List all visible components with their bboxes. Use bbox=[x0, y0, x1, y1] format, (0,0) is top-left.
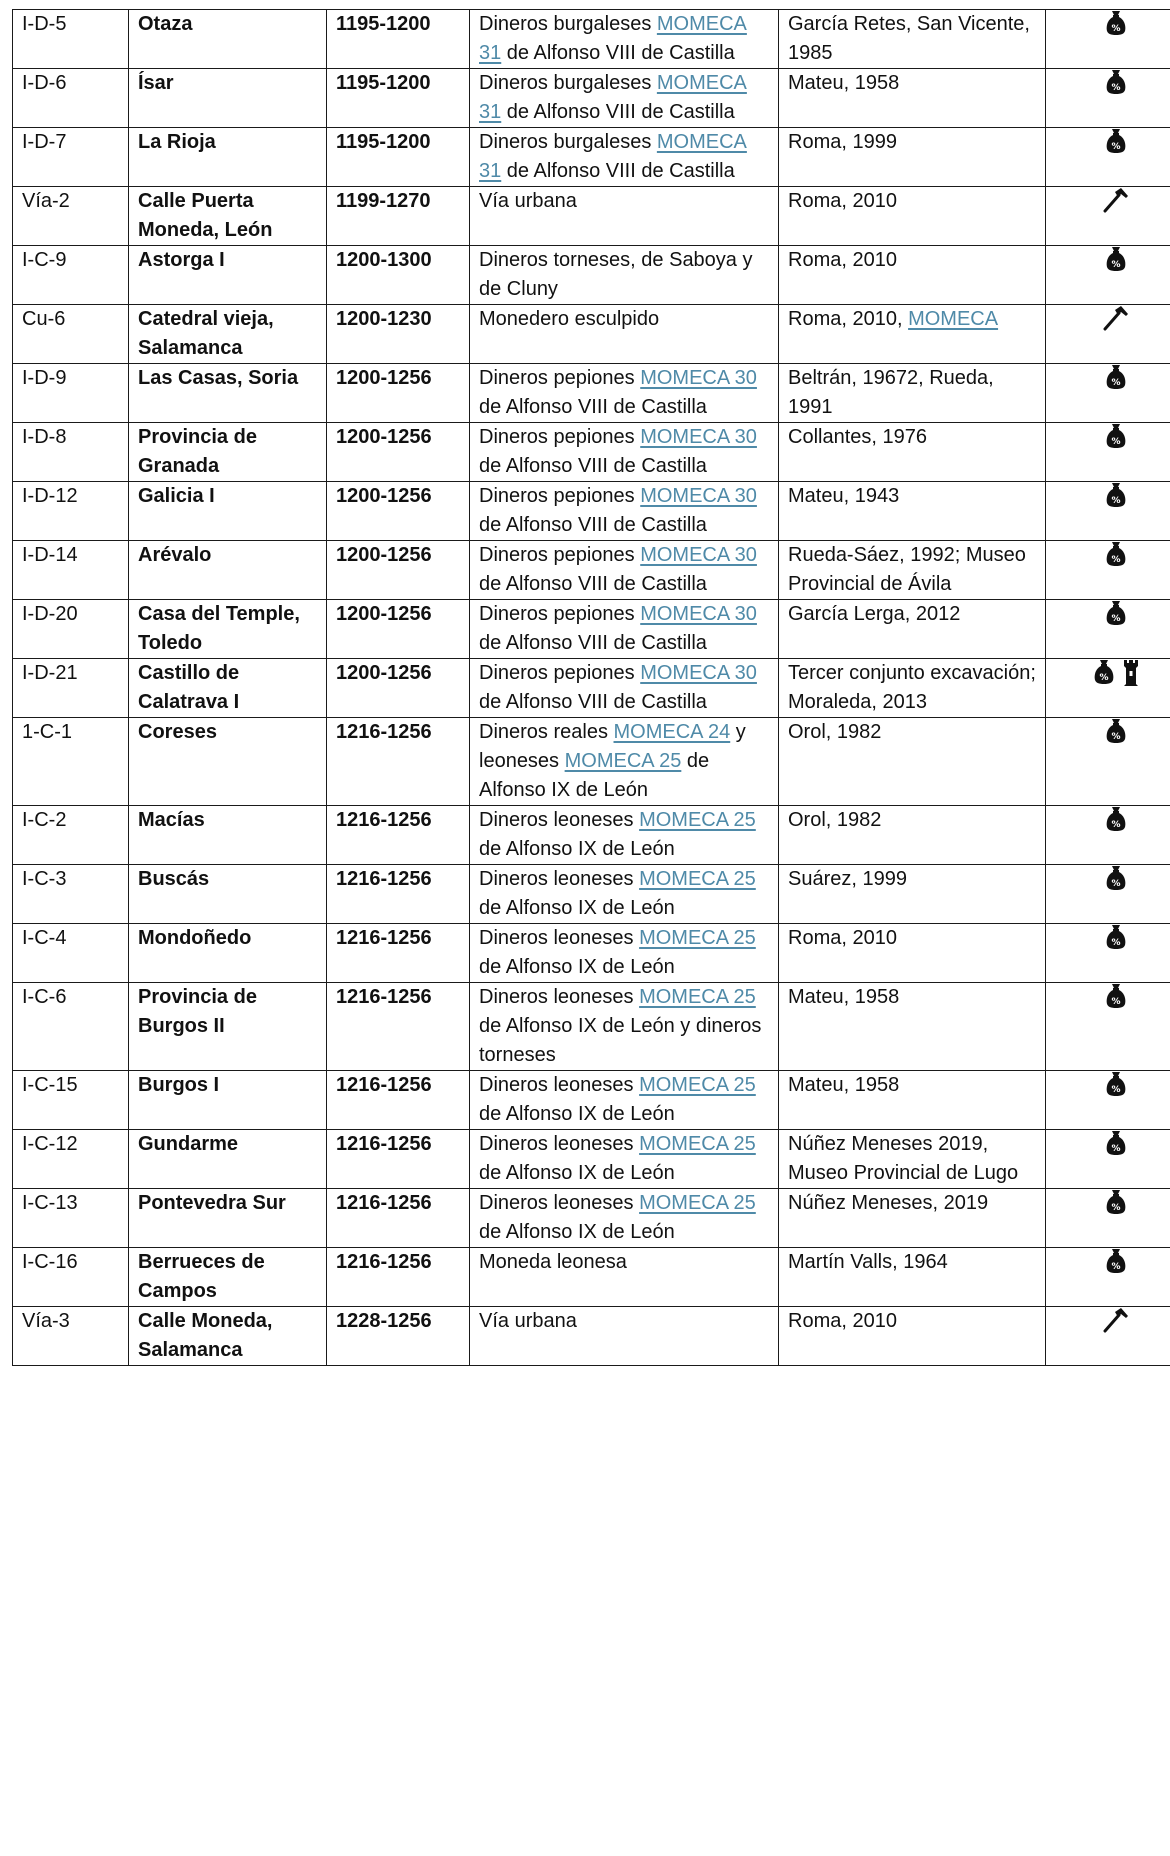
money-bag-icon bbox=[1105, 865, 1127, 900]
hammer-icon bbox=[1101, 1307, 1131, 1342]
site-name: Burgos I bbox=[129, 1071, 327, 1130]
description-text: de Alfonso IX de León bbox=[479, 956, 675, 978]
type-icon-cell bbox=[1046, 246, 1170, 305]
money-bag-icon bbox=[1105, 806, 1127, 841]
description-text: de Alfonso VIII de Castilla bbox=[479, 514, 707, 536]
reference-cell bbox=[779, 423, 1046, 482]
description-cell bbox=[470, 1248, 779, 1307]
reference-cell bbox=[779, 600, 1046, 659]
table-row bbox=[13, 541, 1170, 600]
date-range: 1216-1256 bbox=[327, 865, 470, 924]
type-icon-cell bbox=[1046, 541, 1170, 600]
description-cell bbox=[470, 246, 779, 305]
reference-text: Roma, 2010 bbox=[788, 1310, 897, 1332]
description-text: Dineros leoneses bbox=[479, 1192, 640, 1214]
reference-text: Martín Valls, 1964 bbox=[788, 1251, 948, 1273]
reference-cell bbox=[779, 1307, 1046, 1366]
description-text: Dineros pepiones bbox=[479, 662, 641, 684]
reference-text: García Retes, San Vicente, 1985 bbox=[788, 13, 1030, 64]
type-icon-cell bbox=[1046, 1071, 1170, 1130]
money-bag-icon bbox=[1105, 69, 1127, 104]
type-icon-cell bbox=[1046, 1130, 1170, 1189]
reference-cell bbox=[779, 806, 1046, 865]
reference-cell bbox=[779, 187, 1046, 246]
type-icon-cell bbox=[1046, 600, 1170, 659]
svg-text:%: % bbox=[1111, 1203, 1121, 1213]
site-name: Calle Puerta Moneda, León bbox=[129, 187, 327, 246]
momeca-link[interactable]: MOMECA 25 bbox=[639, 927, 756, 949]
find-code: I-C-13 bbox=[13, 1189, 129, 1248]
svg-text:%: % bbox=[1111, 614, 1121, 624]
description-text: de Alfonso VIII de Castilla bbox=[501, 101, 735, 123]
site-name: Mondoñedo bbox=[129, 924, 327, 983]
svg-text:%: % bbox=[1111, 555, 1121, 565]
site-name: Berrueces de Campos bbox=[129, 1248, 327, 1307]
money-bag-icon bbox=[1093, 659, 1115, 694]
type-icon-cell bbox=[1046, 69, 1170, 128]
description-cell bbox=[470, 924, 779, 983]
coin-finds-table bbox=[12, 9, 1170, 1366]
description-text: de Alfonso VIII de Castilla bbox=[501, 160, 735, 182]
description-cell bbox=[470, 718, 779, 806]
reference-text: Núñez Meneses, 2019 bbox=[788, 1192, 989, 1214]
find-code: I-D-9 bbox=[13, 364, 129, 423]
site-name: Castillo de Calatrava I bbox=[129, 659, 327, 718]
find-code: Vía-2 bbox=[13, 187, 129, 246]
date-range: 1216-1256 bbox=[327, 1071, 470, 1130]
description-cell bbox=[470, 1071, 779, 1130]
momeca-link[interactable]: MOMECA 30 bbox=[640, 662, 757, 684]
svg-text:%: % bbox=[1111, 1085, 1121, 1095]
description-cell bbox=[470, 364, 779, 423]
table-row bbox=[13, 1130, 1170, 1189]
type-icon-cell bbox=[1046, 10, 1170, 69]
find-code: I-C-12 bbox=[13, 1130, 129, 1189]
date-range: 1195-1200 bbox=[327, 10, 470, 69]
reference-text: Rueda-Sáez, 1992; Museo Provincial de Ávila bbox=[788, 544, 1026, 595]
type-icon-cell bbox=[1046, 423, 1170, 482]
momeca-link[interactable]: MOMECA 25 bbox=[639, 1074, 756, 1096]
find-code: Cu-6 bbox=[13, 305, 129, 364]
description-text: Dineros leoneses bbox=[479, 986, 640, 1008]
reference-cell bbox=[779, 305, 1046, 364]
type-icon-cell bbox=[1046, 1189, 1170, 1248]
find-code: 1-C-1 bbox=[13, 718, 129, 806]
reference-cell bbox=[779, 482, 1046, 541]
find-code: I-D-6 bbox=[13, 69, 129, 128]
description-text: Dineros burgaleses bbox=[479, 131, 657, 153]
table-row bbox=[13, 187, 1170, 246]
table-row bbox=[13, 1071, 1170, 1130]
table-row bbox=[13, 10, 1170, 69]
date-range: 1200-1256 bbox=[327, 541, 470, 600]
table-row bbox=[13, 423, 1170, 482]
site-name: Macías bbox=[129, 806, 327, 865]
type-icon-cell bbox=[1046, 187, 1170, 246]
table-row bbox=[13, 718, 1170, 806]
table-row bbox=[13, 865, 1170, 924]
type-icon-cell bbox=[1046, 806, 1170, 865]
money-bag-icon bbox=[1105, 1248, 1127, 1283]
site-name: Galicia I bbox=[129, 482, 327, 541]
reference-text: Roma, 2010 bbox=[788, 190, 897, 212]
description-text: Dineros pepiones bbox=[479, 603, 641, 625]
description-cell bbox=[470, 865, 779, 924]
site-name: Provincia de Burgos II bbox=[129, 983, 327, 1071]
description-text: Dineros pepiones bbox=[479, 367, 641, 389]
site-name: Las Casas, Soria bbox=[129, 364, 327, 423]
svg-text:%: % bbox=[1111, 1262, 1121, 1272]
reference-cell bbox=[779, 1071, 1046, 1130]
site-name: Catedral vieja, Salamanca bbox=[129, 305, 327, 364]
reference-text: Roma, 2010, bbox=[788, 308, 909, 330]
description-text: Vía urbana bbox=[479, 1310, 577, 1332]
type-icon-cell bbox=[1046, 659, 1170, 718]
find-code: I-D-12 bbox=[13, 482, 129, 541]
find-code: I-C-15 bbox=[13, 1071, 129, 1130]
momeca-link[interactable]: MOMECA 25 bbox=[639, 986, 756, 1008]
svg-text:%: % bbox=[1111, 732, 1121, 742]
find-code: I-C-3 bbox=[13, 865, 129, 924]
momeca-link[interactable]: MOMECA 31 bbox=[479, 72, 747, 123]
type-icon-cell bbox=[1046, 364, 1170, 423]
description-text: de Alfonso VIII de Castilla bbox=[479, 573, 707, 595]
description-text: Dineros burgaleses bbox=[479, 72, 657, 94]
description-text: de Alfonso IX de León bbox=[479, 1103, 675, 1125]
date-range: 1200-1256 bbox=[327, 423, 470, 482]
type-icon-cell bbox=[1046, 718, 1170, 806]
type-icon-cell bbox=[1046, 1307, 1170, 1366]
reference-cell bbox=[779, 246, 1046, 305]
svg-text:%: % bbox=[1111, 378, 1121, 388]
money-bag-icon bbox=[1105, 983, 1127, 1018]
reference-cell bbox=[779, 69, 1046, 128]
svg-text:%: % bbox=[1111, 83, 1121, 93]
momeca-link[interactable]: MOMECA 30 bbox=[640, 485, 757, 507]
find-code: I-D-7 bbox=[13, 128, 129, 187]
type-icon-cell bbox=[1046, 865, 1170, 924]
svg-text:%: % bbox=[1111, 820, 1121, 830]
type-icon-cell bbox=[1046, 1248, 1170, 1307]
momeca-link[interactable]: MOMECA 25 bbox=[639, 868, 756, 890]
reference-text: Núñez Meneses 2019, Museo Provincial de Lugo bbox=[788, 1133, 1019, 1184]
table-row bbox=[13, 246, 1170, 305]
momeca-link[interactable]: MOMECA 30 bbox=[640, 367, 757, 389]
description-text: Dineros pepiones bbox=[479, 485, 641, 507]
reference-text: García Lerga, 2012 bbox=[788, 603, 961, 625]
money-bag-icon bbox=[1105, 364, 1127, 399]
site-name: Astorga I bbox=[129, 246, 327, 305]
reference-text: Mateu, 1943 bbox=[788, 485, 900, 507]
date-range: 1216-1256 bbox=[327, 806, 470, 865]
money-bag-icon bbox=[1105, 246, 1127, 281]
description-cell bbox=[470, 187, 779, 246]
description-text: de Alfonso VIII de Castilla bbox=[479, 396, 707, 418]
money-bag-icon bbox=[1105, 1071, 1127, 1106]
type-icon-cell bbox=[1046, 305, 1170, 364]
site-name: Casa del Temple, Toledo bbox=[129, 600, 327, 659]
description-text: Dineros reales bbox=[479, 721, 614, 743]
description-text: de Alfonso IX de León y dineros torneses bbox=[479, 1015, 762, 1066]
reference-text: Beltrán, 19672, Rueda, 1991 bbox=[788, 367, 994, 418]
site-name: Pontevedra Sur bbox=[129, 1189, 327, 1248]
momeca-link[interactable]: MOMECA 25 bbox=[639, 1133, 756, 1155]
find-code: I-D-5 bbox=[13, 10, 129, 69]
find-code: I-D-21 bbox=[13, 659, 129, 718]
table-row bbox=[13, 128, 1170, 187]
reference-cell bbox=[779, 541, 1046, 600]
reference-text: Mateu, 1958 bbox=[788, 1074, 900, 1096]
table-row bbox=[13, 69, 1170, 128]
reference-text: Roma, 2010 bbox=[788, 249, 897, 271]
site-name: La Rioja bbox=[129, 128, 327, 187]
date-range: 1195-1200 bbox=[327, 128, 470, 187]
find-code: I-C-9 bbox=[13, 246, 129, 305]
description-cell bbox=[470, 423, 779, 482]
reference-text: Orol, 1982 bbox=[788, 721, 882, 743]
table-row bbox=[13, 659, 1170, 718]
money-bag-icon bbox=[1105, 482, 1127, 517]
momeca-link[interactable]: MOMECA 24 bbox=[613, 721, 731, 743]
table-row bbox=[13, 482, 1170, 541]
find-code: I-D-20 bbox=[13, 600, 129, 659]
table-row bbox=[13, 1307, 1170, 1366]
money-bag-icon bbox=[1105, 10, 1127, 45]
description-text: de Alfonso IX de León bbox=[479, 750, 710, 801]
description-cell bbox=[470, 1189, 779, 1248]
table-row bbox=[13, 600, 1170, 659]
description-cell bbox=[470, 983, 779, 1071]
description-text: de Alfonso IX de León bbox=[479, 838, 675, 860]
date-range: 1200-1256 bbox=[327, 364, 470, 423]
momeca-link[interactable]: MOMECA 25 bbox=[564, 750, 682, 772]
site-name: Buscás bbox=[129, 865, 327, 924]
money-bag-icon bbox=[1105, 541, 1127, 576]
momeca-link[interactable]: MOMECA 30 bbox=[640, 544, 757, 566]
description-cell bbox=[470, 10, 779, 69]
money-bag-icon bbox=[1105, 1130, 1127, 1165]
find-code: I-C-16 bbox=[13, 1248, 129, 1307]
reference-cell bbox=[779, 983, 1046, 1071]
table-row bbox=[13, 364, 1170, 423]
momeca-link[interactable]: MOMECA 31 bbox=[479, 13, 747, 64]
description-text: Dineros pepiones bbox=[479, 544, 641, 566]
table-row bbox=[13, 924, 1170, 983]
find-code: I-C-4 bbox=[13, 924, 129, 983]
description-cell bbox=[470, 69, 779, 128]
table-row bbox=[13, 983, 1170, 1071]
reference-text: Orol, 1982 bbox=[788, 809, 882, 831]
date-range: 1216-1256 bbox=[327, 924, 470, 983]
table-row bbox=[13, 305, 1170, 364]
site-name: Ísar bbox=[129, 69, 327, 128]
description-text: Dineros leoneses bbox=[479, 868, 640, 890]
svg-text:%: % bbox=[1111, 24, 1121, 34]
description-cell bbox=[470, 541, 779, 600]
description-text: de Alfonso IX de León bbox=[479, 1162, 675, 1184]
reference-cell bbox=[779, 1130, 1046, 1189]
date-range: 1216-1256 bbox=[327, 983, 470, 1071]
date-range: 1200-1300 bbox=[327, 246, 470, 305]
date-range: 1200-1230 bbox=[327, 305, 470, 364]
momeca-link[interactable]: MOMECA 30 bbox=[640, 603, 757, 625]
momeca-link[interactable]: MOMECA 25 bbox=[639, 809, 756, 831]
table-row bbox=[13, 806, 1170, 865]
reference-cell bbox=[779, 364, 1046, 423]
type-icon-cell bbox=[1046, 924, 1170, 983]
svg-text:%: % bbox=[1111, 1144, 1121, 1154]
momeca-link[interactable]: MOMECA 31 bbox=[479, 131, 747, 182]
date-range: 1216-1256 bbox=[327, 1248, 470, 1307]
reference-cell bbox=[779, 1248, 1046, 1307]
date-range: 1199-1270 bbox=[327, 187, 470, 246]
hammer-icon bbox=[1101, 305, 1131, 340]
momeca-link[interactable]: MOMECA 25 bbox=[639, 1192, 756, 1214]
reference-text: Roma, 1999 bbox=[788, 131, 897, 153]
description-text: Dineros leoneses bbox=[479, 809, 640, 831]
description-cell bbox=[470, 1130, 779, 1189]
reference-text: Tercer conjunto excavación; Moraleda, 2013 bbox=[788, 662, 1036, 713]
date-range: 1216-1256 bbox=[327, 1189, 470, 1248]
reference-text: Collantes, 1976 bbox=[788, 426, 927, 448]
reference-cell bbox=[779, 10, 1046, 69]
type-icon-cell bbox=[1046, 983, 1170, 1071]
site-name: Gundarme bbox=[129, 1130, 327, 1189]
money-bag-icon bbox=[1105, 924, 1127, 959]
svg-text:%: % bbox=[1111, 260, 1121, 270]
date-range: 1195-1200 bbox=[327, 69, 470, 128]
reference-cell bbox=[779, 718, 1046, 806]
find-code: I-C-2 bbox=[13, 806, 129, 865]
description-text: Dineros torneses, de Saboya y de Cluny bbox=[479, 249, 753, 300]
reference-cell bbox=[779, 659, 1046, 718]
reference-cell bbox=[779, 865, 1046, 924]
find-code: Vía-3 bbox=[13, 1307, 129, 1366]
description-text: y leoneses bbox=[479, 721, 746, 772]
reference-text: Mateu, 1958 bbox=[788, 72, 900, 94]
date-range: 1200-1256 bbox=[327, 482, 470, 541]
money-bag-icon bbox=[1105, 600, 1127, 635]
description-cell bbox=[470, 659, 779, 718]
svg-text:%: % bbox=[1111, 437, 1121, 447]
site-name: Calle Moneda, Salamanca bbox=[129, 1307, 327, 1366]
date-range: 1200-1256 bbox=[327, 659, 470, 718]
description-text: Dineros leoneses bbox=[479, 1074, 640, 1096]
description-cell bbox=[470, 1307, 779, 1366]
money-bag-icon bbox=[1105, 128, 1127, 163]
tower-icon bbox=[1123, 659, 1139, 696]
reference-text: Suárez, 1999 bbox=[788, 868, 907, 890]
description-text: Monedero esculpido bbox=[479, 308, 660, 330]
date-range: 1216-1256 bbox=[327, 1130, 470, 1189]
description-text: de Alfonso IX de León bbox=[479, 1221, 675, 1243]
description-text: de Alfonso VIII de Castilla bbox=[479, 455, 707, 477]
table-row bbox=[13, 1189, 1170, 1248]
reference-text: Mateu, 1958 bbox=[788, 986, 900, 1008]
description-text: Dineros leoneses bbox=[479, 927, 640, 949]
svg-text:%: % bbox=[1111, 879, 1121, 889]
svg-text:%: % bbox=[1111, 496, 1121, 506]
svg-text:%: % bbox=[1111, 142, 1121, 152]
site-name: Otaza bbox=[129, 10, 327, 69]
table-row bbox=[13, 1248, 1170, 1307]
description-cell bbox=[470, 806, 779, 865]
date-range: 1200-1256 bbox=[327, 600, 470, 659]
date-range: 1216-1256 bbox=[327, 718, 470, 806]
momeca-link[interactable]: MOMECA 30 bbox=[640, 426, 757, 448]
description-text: Dineros burgaleses bbox=[479, 13, 657, 35]
money-bag-icon bbox=[1105, 423, 1127, 458]
svg-text:%: % bbox=[1111, 938, 1121, 948]
date-range: 1228-1256 bbox=[327, 1307, 470, 1366]
svg-text:%: % bbox=[1099, 673, 1109, 683]
description-text: Dineros pepiones bbox=[479, 426, 641, 448]
description-text: Vía urbana bbox=[479, 190, 577, 212]
description-text: de Alfonso VIII de Castilla bbox=[501, 42, 735, 64]
reference-cell bbox=[779, 128, 1046, 187]
reference-cell bbox=[779, 1189, 1046, 1248]
description-text: Dineros leoneses bbox=[479, 1133, 640, 1155]
site-name: Provincia de Granada bbox=[129, 423, 327, 482]
table-body bbox=[13, 10, 1170, 1366]
find-code: I-D-8 bbox=[13, 423, 129, 482]
description-cell bbox=[470, 482, 779, 541]
reference-cell bbox=[779, 924, 1046, 983]
description-text: de Alfonso VIII de Castilla bbox=[479, 632, 707, 654]
hammer-icon bbox=[1101, 187, 1131, 222]
description-cell bbox=[470, 128, 779, 187]
site-name: Arévalo bbox=[129, 541, 327, 600]
money-bag-icon bbox=[1105, 718, 1127, 753]
description-cell bbox=[470, 600, 779, 659]
site-name: Coreses bbox=[129, 718, 327, 806]
description-cell bbox=[470, 305, 779, 364]
find-code: I-D-14 bbox=[13, 541, 129, 600]
description-text: de Alfonso IX de León bbox=[479, 897, 675, 919]
description-text: Moneda leonesa bbox=[479, 1251, 627, 1273]
type-icon-cell bbox=[1046, 482, 1170, 541]
reference-text: Roma, 2010 bbox=[788, 927, 897, 949]
description-text: de Alfonso VIII de Castilla bbox=[479, 691, 707, 713]
money-bag-icon bbox=[1105, 1189, 1127, 1224]
type-icon-cell bbox=[1046, 128, 1170, 187]
svg-text:%: % bbox=[1111, 997, 1121, 1007]
momeca-link[interactable]: MOMECA bbox=[908, 308, 999, 330]
find-code: I-C-6 bbox=[13, 983, 129, 1071]
